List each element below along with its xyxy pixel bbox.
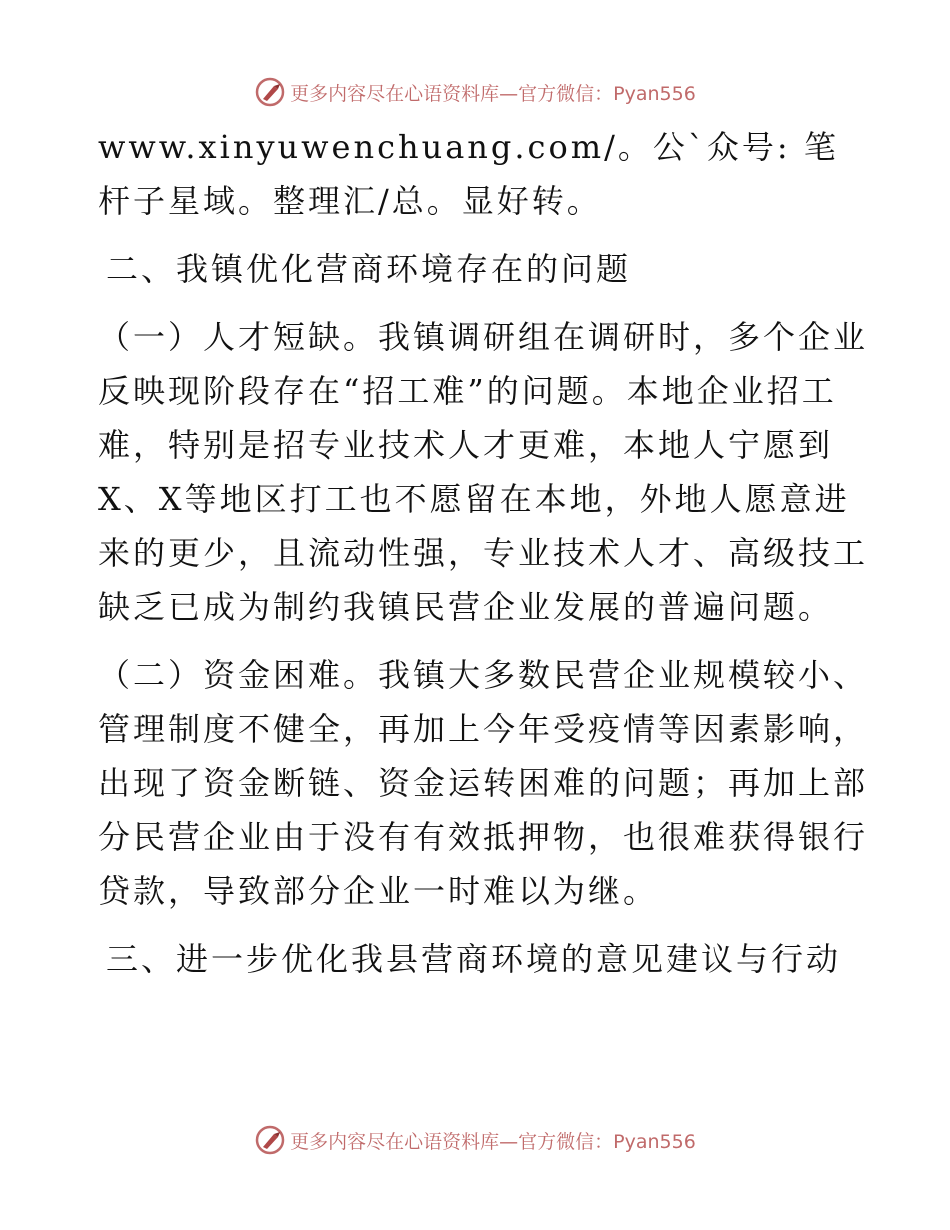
intro-paragraph: www.xinyuwenchuang.com/。公`众号: 笔杆子星域。整理汇/总。显好转。 (98, 128, 839, 220)
pen-nib-circle-icon (254, 76, 286, 108)
paragraph-funding-difficulty: （二）资金困难。我镇大多数民营企业规模较小、管理制度不健全，再加上今年受疫情等因素影响，出现了资金断链、资金运转困难的问题；再加上部分民营企业由于没有有效抵押物，也很难获得银行贷款，导致部分企业一时难以为继。 (98, 656, 869, 910)
pen-nib-circle-icon (254, 1124, 286, 1156)
watermark-text: 更多内容尽在心语资料库—官方微信：Pyan556 (290, 82, 696, 105)
document-body (98, 120, 868, 1000)
section-3-heading: 三、进一步优化我县营商环境的意见建议与行动 (106, 940, 842, 978)
watermark-text: 更多内容尽在心语资料库—官方微信：Pyan556 (290, 1130, 696, 1153)
header-watermark (0, 72, 950, 112)
paragraph-talent-shortage: （一）人才短缺。我镇调研组在调研时，多个企业反映现阶段存在“招工难”的问题。本地企业招工难，特别是招专业技术人才更难，本地人宁愿到X、X等地区打工也不愿留在本地，外地人愿意进来的更少，且流动性强，专业技术人才、高级技工缺乏已成为制约我镇民营企业发展的普遍问题。 (98, 318, 869, 626)
section-2-heading: 二、我镇优化营商环境存在的问题 (106, 250, 632, 288)
footer-watermark (0, 1120, 950, 1160)
